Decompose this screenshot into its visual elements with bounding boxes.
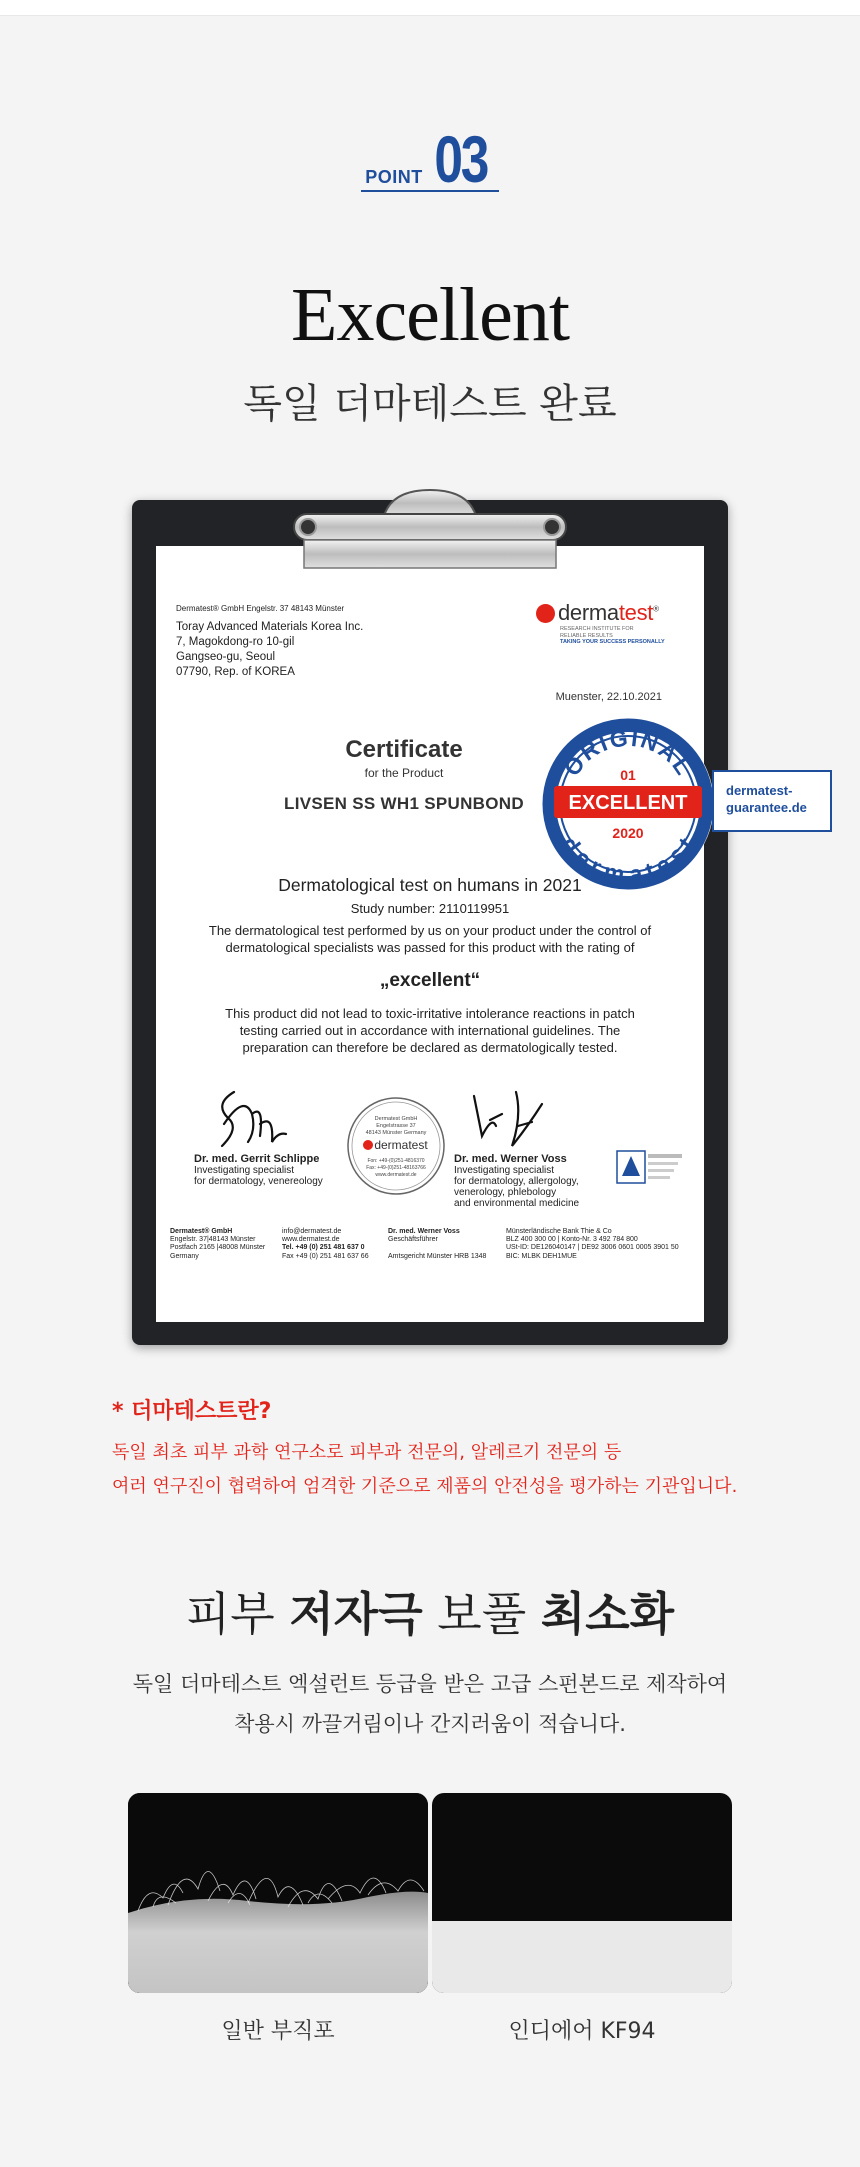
- certificate-date: Muenster, 22.10.2021: [555, 691, 662, 703]
- seal-year: 2020: [612, 825, 644, 841]
- test-description: The dermatological test performed by us on your product under the control of dermatological specialists was passed for this product with the rating of: [208, 923, 652, 955]
- svg-text:48143 Münster Germany: 48143 Münster Germany: [365, 1130, 427, 1136]
- svg-text:Engelstrasse 37: Engelstrasse 37: [376, 1123, 416, 1129]
- guarantee-link[interactable]: [712, 770, 832, 832]
- point-number: 03: [434, 122, 488, 196]
- logo-dot-icon: [536, 604, 555, 623]
- feature-description: 독일 더마테스트 엑설런트 등급을 받은 고급 스펀본드로 제작하여 착용시 까끌거림이나 간지러움이 적습니다.: [132, 1672, 728, 1736]
- certification-mark-icon: [616, 1150, 684, 1184]
- doctor-left: Dr. med. Gerrit Schlippe Investigating specialist for dermatology, venereology: [194, 1153, 323, 1187]
- study-number: Study number: 2110119951: [350, 901, 510, 916]
- smooth-fabric-image: [432, 1921, 732, 1993]
- company-stamp-icon: [344, 1094, 448, 1198]
- svg-text:Dermatest GmbH: Dermatest GmbH: [374, 1116, 418, 1122]
- address-line: Toray Advanced Materials Korea Inc.: [176, 621, 364, 633]
- caption-indiair: 인디에어 KF94: [508, 2019, 656, 2044]
- comparison-photo-indiair: [432, 1793, 732, 1993]
- logo-word: dermatest®: [558, 600, 659, 625]
- certificate-for-product: for the Product: [364, 766, 444, 780]
- rating: „excellent“: [379, 970, 481, 991]
- result-description: This product did not lead to toxic-irritative intolerance reactions in patch testing carried out in accordance with international guidelines. The preparation can therefore be declared as dermatologically tested.: [225, 1006, 635, 1055]
- note-title: * 더마테스트란?: [112, 1399, 272, 1424]
- excellent-seal-icon: [540, 716, 716, 892]
- svg-text:www.dermatest.de: www.dermatest.de: [375, 1172, 417, 1178]
- logo-tagline: RESEARCH INSTITUTE FOR RELIABLE RESULTS TAKING YOUR SUCCESS PERSONALLY: [560, 626, 665, 645]
- top-divider: [0, 0, 860, 16]
- doctor-right: Dr. med. Werner Voss Investigating specialist for dermatology, allergology, venerology, phlebology and environmental medicine: [454, 1153, 580, 1209]
- headline: Excellent: [291, 273, 569, 357]
- svg-text:Fax: +49-(0)251-48163766: Fax: +49-(0)251-48163766: [366, 1165, 426, 1171]
- point-word: POINT: [365, 167, 423, 187]
- seal-top-text: ORIGINAL: [558, 724, 698, 781]
- fiber-fuzz-image: [128, 1793, 428, 1993]
- footer-bank: Münsterländische Bank Thie & Co BLZ 400 300 00 | Konto-Nr. 3 492 784 800 USt-ID: DE126040147 | DE92 3006 0601 0005 3901 50 BIC: MLBK DEH1MUE: [506, 1228, 679, 1260]
- dermatest-logo: [536, 600, 686, 646]
- seal-number: 01: [620, 767, 636, 783]
- guarantee-text: guarantee.de: [726, 800, 807, 815]
- address-line: 7, Magokdong-ro 10-gil: [176, 636, 295, 648]
- doctor-name: Dr. med. Werner Voss: [454, 1153, 567, 1165]
- point-heading: [0, 122, 860, 196]
- point-badge: [361, 122, 498, 196]
- test-title: Dermatological test on humans in 2021: [278, 875, 582, 895]
- footer-company: Dermatest® GmbH Engelstr. 37|48143 Münster Postfach 2165 |48008 Münster Germany: [170, 1228, 266, 1260]
- doctor-name: Dr. med. Gerrit Schlippe: [194, 1153, 320, 1165]
- svg-text:dermatest: dermatest: [374, 1138, 428, 1152]
- certificate-title: Certificate: [345, 736, 463, 763]
- comparison-photo-regular: [128, 1793, 428, 1993]
- seal-grade: EXCELLENT: [568, 792, 688, 814]
- footer-management: Dr. med. Werner Voss Geschäftsführer Amtsgericht Münster HRB 1348: [388, 1228, 487, 1260]
- clipboard-clip-icon: [284, 486, 576, 572]
- note-text: 독일 최초 피부 과학 연구소로 피부과 전문의, 알레르기 전문의 등 여러 연구진이 협력하여 엄격한 기준으로 제품의 안전성을 평가하는 기관입니다.: [112, 1442, 738, 1497]
- signature-left-icon: [194, 1084, 334, 1156]
- subheadline: 독일 더마테스트 완료: [243, 381, 617, 427]
- footer-contact: info@dermatest.de www.dermatest.de Tel. +49 (0) 251 481 637 0 Fax +49 (0) 251 481 637 66: [282, 1228, 369, 1260]
- signature-right-icon: [462, 1086, 602, 1158]
- feature-title: 피부 저자극 보풀 최소화: [185, 1587, 675, 1641]
- address-line: Gangseo-gu, Seoul: [176, 651, 276, 663]
- sender-line: Dermatest® GmbH Engelstr. 37 48143 Münster: [176, 604, 345, 613]
- svg-text:Fon: +49-(0)251-4816370: Fon: +49-(0)251-4816370: [367, 1158, 425, 1164]
- certificate-product-name: LIVSEN SS WH1 SPUNBOND: [284, 794, 524, 813]
- caption-regular: 일반 부직포: [221, 2019, 335, 2044]
- seal-bottom-text: dermatest: [556, 831, 700, 888]
- guarantee-text: dermatest-: [726, 783, 793, 798]
- address-line: 07790, Rep. of KOREA: [176, 666, 295, 678]
- recipient-address: [176, 620, 363, 680]
